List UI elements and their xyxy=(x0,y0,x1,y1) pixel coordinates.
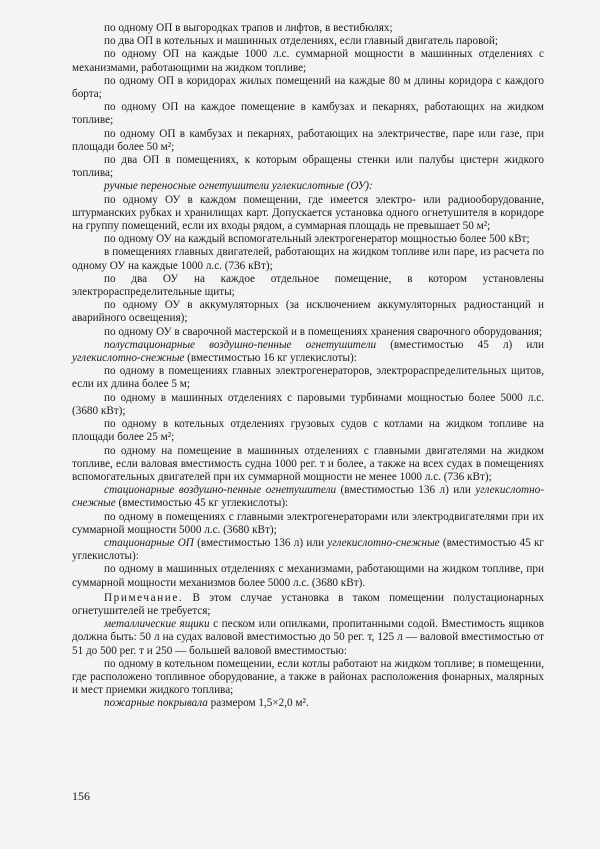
paragraph-7: по два ОП в помещениях, к которым обращены стенки или палубы цистерн жидкого топлива; xyxy=(72,154,544,180)
paragraph-text: (вместимостью 136 л) или xyxy=(193,536,328,549)
paragraph-12: по два ОУ на каждое отдельное помещение, в котором установлены электрораспределительные щиты; xyxy=(72,272,544,299)
paragraph-text: (вместимостью 45 кг углекислоты): xyxy=(115,497,289,510)
paragraph-text: с песком или опилками, пропитанными содой. Вместимость ящиков должна быть: 50 л на судах валовой вместимостью до 50 рег. т, 125 л — валовой вместимостью от 51 до 500 рег. т и 250 — большей валовой вместимостью: xyxy=(72,618,544,657)
paragraph-27-heading xyxy=(72,697,544,710)
paragraph-1: по одному ОП в выгородках трапов и лифтов, в вестибюлях; xyxy=(104,22,393,34)
note-paragraph xyxy=(72,592,544,618)
italic-term: углекислотно-снежные xyxy=(72,352,185,365)
paragraph-text: (вместимостью 45 кг углекислоты): xyxy=(72,536,544,563)
paragraph-text: размером 1,5×2,0 м². xyxy=(207,697,309,710)
paragraph-13: по одному ОУ в аккумуляторных (за исключением аккумуляторных радиостанций и аварийного освещения); xyxy=(72,299,544,325)
paragraph-22-heading xyxy=(72,537,544,563)
italic-heading: пожарные покрывала xyxy=(104,697,208,710)
italic-heading: ручные переносные огнетушители углекислотные (ОУ): xyxy=(104,180,373,193)
paragraph-text: (вместимостью 16 кг углекислоты): xyxy=(184,352,357,365)
italic-term: углекислотно-снежные xyxy=(327,536,440,549)
paragraph-text: (вместимостью 136 л) или xyxy=(336,484,476,497)
italic-heading: стационарные ОП xyxy=(104,536,194,549)
note-label: Примечание. xyxy=(104,591,184,604)
paragraph-23: по одному в машинных отделениях с механизмами, работающими на жидком топливе, при суммарной мощности механизмов более 5000 л.с. (3680 кВт). xyxy=(72,563,544,589)
paragraph-9: по одному ОУ в каждом помещении, где имеется электро- или радиооборудование, штурманских рубках и хранилищах карт. Допускается установка одного огнетушителя в коридоре на группу помещений, если их входы рядом, а суммарная площадь не превышает 50 м²; xyxy=(72,193,544,233)
paragraph-text: В этом случае установка в таком помещении полустационарных огнетушителей не требуется; xyxy=(72,591,544,617)
paragraph-8-heading xyxy=(72,180,544,193)
page-number: 156 xyxy=(72,789,90,803)
paragraph-text: (вместимостью 45 л) или xyxy=(376,338,544,351)
paragraph-16: по одному в помещениях главных электрогенераторов, электрораспределительных щитов, если их длина более 5 м; xyxy=(72,365,544,391)
paragraph-20-heading xyxy=(72,484,544,510)
italic-heading: полустационарные воздушно-пенные огнетушители xyxy=(104,338,377,351)
paragraph-21: по одному в помещениях с главными электрогенераторами или электродвигателями при их суммарной мощности 5000 л.с. (3680 кВт); xyxy=(72,510,544,536)
italic-term: углекислотно-снежные xyxy=(72,484,544,510)
paragraph-3: по одному ОП на каждые 1000 л.с. суммарной мощности в машинных отделениях с механизмами, работающими на жидком топливе; xyxy=(72,48,544,74)
paragraph-25-heading xyxy=(72,618,544,658)
paragraph-15-heading xyxy=(72,339,544,365)
paragraph-4: по одному ОП в коридорах жилых помещений на каждые 80 м длины коридора с каждого борта; xyxy=(72,74,544,101)
paragraph-2: по два ОП в котельных и машинных отделениях, если главный двигатель паровой; xyxy=(104,35,498,48)
paragraph-14: по одному ОУ в сварочной мастерской и в помещениях хранения сварочного оборудования; xyxy=(104,325,543,338)
paragraph-6: по одному ОП в камбузах и пекарнях, работающих на электричестве, паре или газе, при площади более 50 м²; xyxy=(72,127,544,153)
paragraph-19: по одному на помещение в машинных отделениях с главными двигателями на жидком топливе, если валовая вместимость судна 1000 рег. т и более, а также на всех судах в помещениях вспомогательных двигателей при их суммарной мощности не менее 1000 л.с. (736 кВт); xyxy=(72,444,544,483)
paragraph-26: по одному в котельном помещении, если котлы работают на жидком топливе; в помещении, где расположено топливное оборудование, а также в районах расположения фонарных, малярных и мест приемки жидкого топлива; xyxy=(72,657,544,697)
paragraph-17: по одному в машинных отделениях с паровыми турбинами мощностью более 5000 л.с. (3680 кВт); xyxy=(72,391,544,417)
paragraph-11: в помещениях главных двигателей, работающих на жидком топливе или паре, из расчета по одному ОУ на каждые 1000 л.с. (736 кВт); xyxy=(72,246,544,272)
italic-heading: стационарные воздушно-пенные огнетушители xyxy=(104,484,337,497)
paragraph-18: по одному в котельных отделениях грузовых судов с котлами на жидком топливе на площади более 25 м²; xyxy=(72,418,544,444)
italic-heading: металлические ящики xyxy=(104,618,210,631)
paragraph-10: по одному ОУ на каждый вспомогательный электрогенератор мощностью более 500 кВт; xyxy=(104,233,530,246)
paragraph-5: по одному ОП на каждое помещение в камбузах и пекарнях, работающих на жидком топливе; xyxy=(72,101,544,127)
